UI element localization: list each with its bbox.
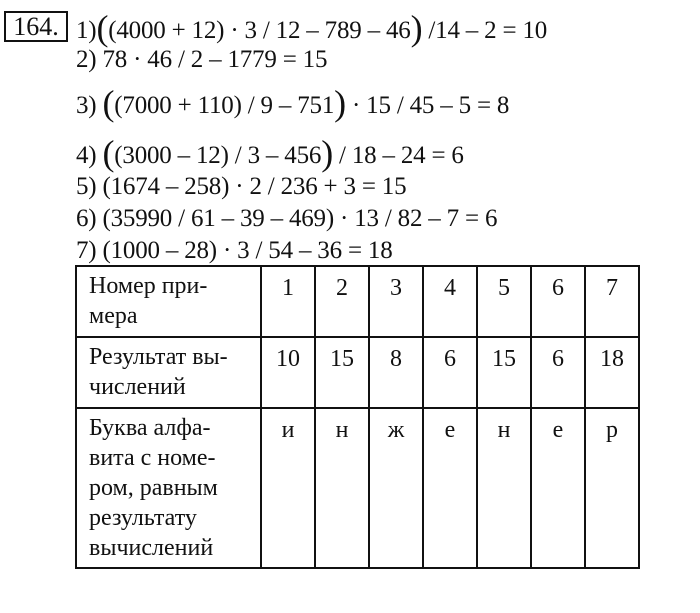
equation-4-open-paren: ( (102, 133, 115, 173)
table-row-results (76, 337, 639, 408)
number-cell: 6 (531, 266, 585, 337)
equation-line-3 (76, 83, 510, 123)
answers-table (75, 265, 640, 569)
letter-cell: и (261, 408, 315, 568)
number-cell: 4 (423, 266, 477, 337)
letter-cell: е (423, 408, 477, 568)
result-cell: 15 (477, 337, 531, 408)
equation-4-tail: / 18 – 24 = 6 (332, 142, 464, 169)
equation-1-prefix: 1) (76, 17, 97, 44)
equation-3-close-paren: ) (334, 83, 346, 123)
equation-1-close-paren: ) (410, 8, 423, 48)
number-cell: 3 (369, 266, 423, 337)
equation-line-5: 5) (1674 – 258) · 2 / 236 + 3 = 15 (76, 173, 407, 200)
result-cell: 6 (423, 337, 477, 408)
letter-cell: н (315, 408, 369, 568)
result-cell: 18 (585, 337, 639, 408)
equation-3-body: (7000 + 110) / 9 – 751 (114, 92, 335, 119)
number-cell: 5 (477, 266, 531, 337)
problem-number-box: 164. (4, 11, 68, 42)
equation-line-7: 7) (1000 – 28) · 3 / 54 – 36 = 18 (76, 237, 393, 264)
equation-3-prefix: 3) (76, 92, 103, 119)
equation-line-1 (76, 8, 548, 48)
letter-cell: н (477, 408, 531, 568)
equation-4-prefix: 4) (76, 142, 103, 169)
letter-cell: ж (369, 408, 423, 568)
letter-cell: р (585, 408, 639, 568)
number-cell: 1 (261, 266, 315, 337)
number-cell: 7 (585, 266, 639, 337)
equation-1-open-paren: ( (96, 8, 109, 48)
equation-line-2: 2) 78 · 46 / 2 – 1779 = 15 (76, 46, 328, 73)
equation-1-tail: /14 – 2 = 10 (422, 17, 548, 44)
equation-3-open-paren: ( (102, 83, 115, 123)
number-cell: 2 (315, 266, 369, 337)
result-cell: 8 (369, 337, 423, 408)
equation-1-body: (4000 + 12) · 3 / 12 – 789 – 46 (108, 17, 411, 44)
equation-3-tail: · 15 / 45 – 5 = 8 (345, 92, 510, 119)
row-label-letter: Буква алфа- вита с номе- ром, равным результату вычислений (76, 408, 261, 568)
result-cell: 6 (531, 337, 585, 408)
row-label-number: Номер при- мера (76, 266, 261, 337)
result-cell: 10 (261, 337, 315, 408)
letter-cell: е (531, 408, 585, 568)
table-row-numbers (76, 266, 639, 337)
equation-line-4 (76, 133, 464, 173)
table-row-letters (76, 408, 639, 568)
equation-4-body: (3000 – 12) / 3 – 456 (114, 142, 322, 169)
equation-line-6: 6) (35990 / 61 – 39 – 469) · 13 / 82 – 7 = 6 (76, 205, 498, 232)
result-cell: 15 (315, 337, 369, 408)
row-label-result: Результат вы- числений (76, 337, 261, 408)
equation-4-close-paren: ) (321, 133, 333, 173)
